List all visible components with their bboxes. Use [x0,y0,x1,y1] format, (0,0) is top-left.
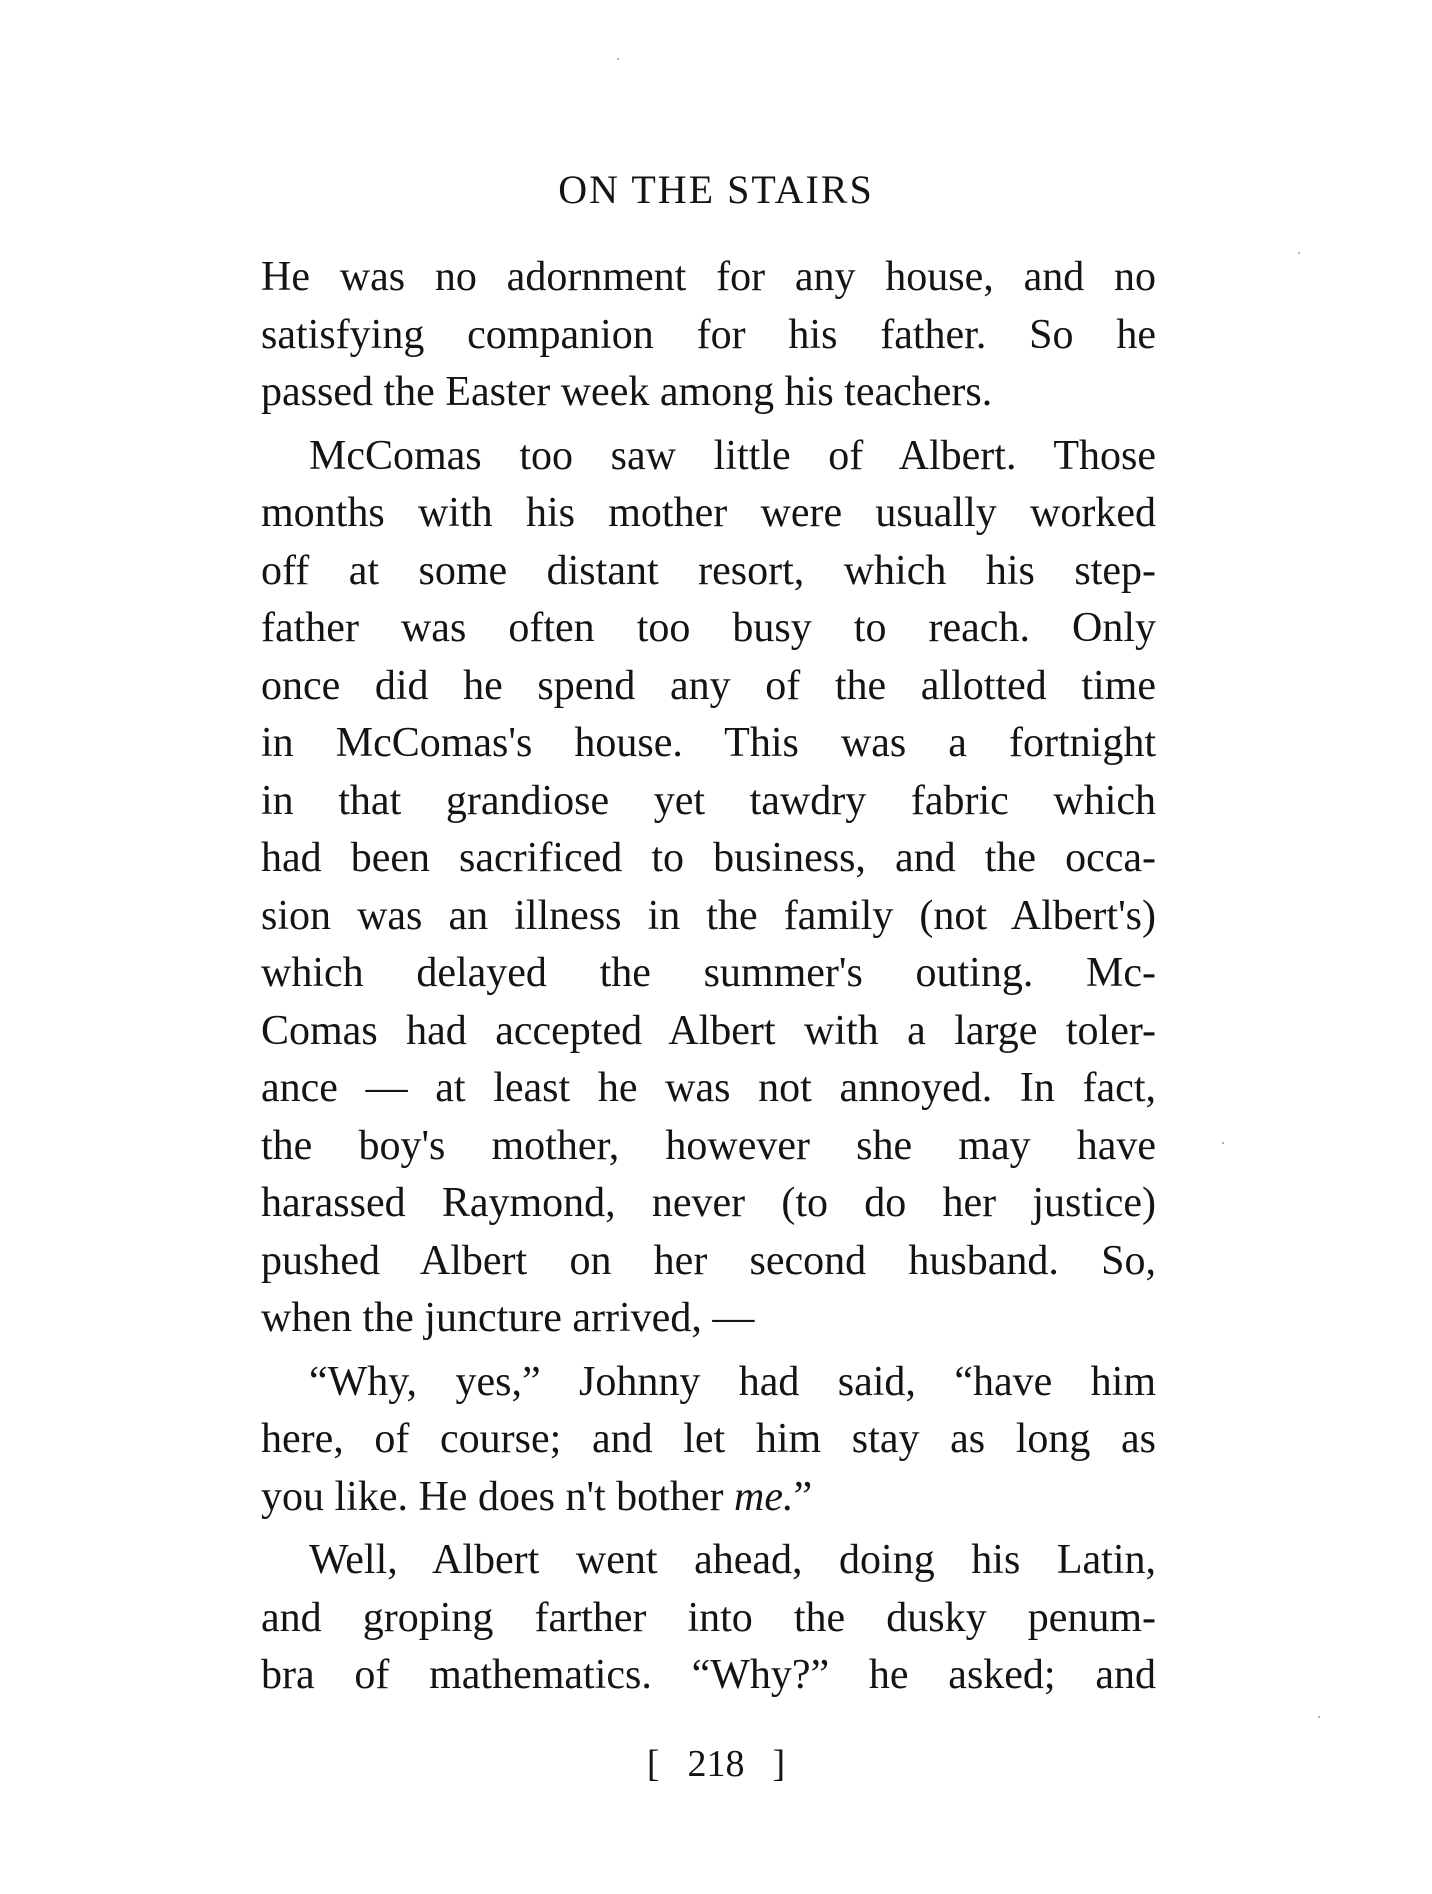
page-body [261,249,1156,1705]
text-line: satisfying companion for his father. So he [261,311,1156,358]
scan-speck [1222,1142,1224,1144]
paragraph-2 [261,428,1156,1348]
page-number [0,1740,1432,1788]
text-line: which delayed the summer's outing. Mc- [261,950,1156,996]
running-head: ON THE STAIRS [558,167,874,212]
text-line: McComas too saw little of Albert. Those [309,432,1156,479]
text-line: Well, Albert went ahead, doing his Latin, [309,1537,1156,1583]
text-line: months with his mother were usually worked [261,490,1156,536]
text-line: “Why, yes,” Johnny had said, “have him [309,1358,1156,1405]
text-line: once did he spend any of the allotted time [261,662,1156,709]
text-line: the boy's mother, however she may have [261,1122,1156,1169]
text-line: harassed Raymond, never (to do her justice) [261,1180,1156,1226]
text-line: passed the Easter week among his teachers. [261,369,993,415]
paragraph-1 [261,249,1156,422]
text-line: and groping farther into the dusky penum- [261,1594,1156,1641]
text-line: in McComas's house. This was a fortnight [261,720,1156,766]
line-text: you like. He does n't bother [261,1473,734,1520]
text-line: here, of course; and let him stay as long as [261,1416,1156,1462]
text-line: father was often too busy to reach. Only [261,605,1156,651]
scan-speck [1318,1716,1320,1718]
text-line: sion was an illness in the family (not Albert's) [261,892,1156,939]
text-line: He was no adornment for any house, and no [261,254,1156,300]
text-line: pushed Albert on her second husband. So, [261,1237,1156,1284]
scan-speck [1298,252,1300,254]
folio-bracket-left: [ [646,1743,660,1785]
paragraph-3 [261,1354,1156,1527]
closing-quote: ” [793,1473,813,1520]
text-line: in that grandiose yet tawdry fabric which [261,777,1156,824]
text-line: when the juncture arrived, — [261,1295,755,1341]
text-line: bra of mathematics. “Why?” he asked; and [261,1652,1156,1698]
scan-speck [617,58,619,60]
text-line: Comas had accepted Albert with a large toler- [261,1007,1156,1054]
text-line: ance — at least he was not annoyed. In fact, [261,1065,1156,1111]
text-line-with-emphasis [261,1469,1156,1527]
emphasis: me. [733,1473,794,1520]
folio-number: 218 [687,1743,745,1785]
folio-bracket-right: ] [772,1743,786,1785]
text-line: had been sacrificed to business, and the occa- [261,835,1156,881]
paragraph-4 [261,1532,1156,1705]
text-line: off at some distant resort, which his step- [261,547,1156,594]
